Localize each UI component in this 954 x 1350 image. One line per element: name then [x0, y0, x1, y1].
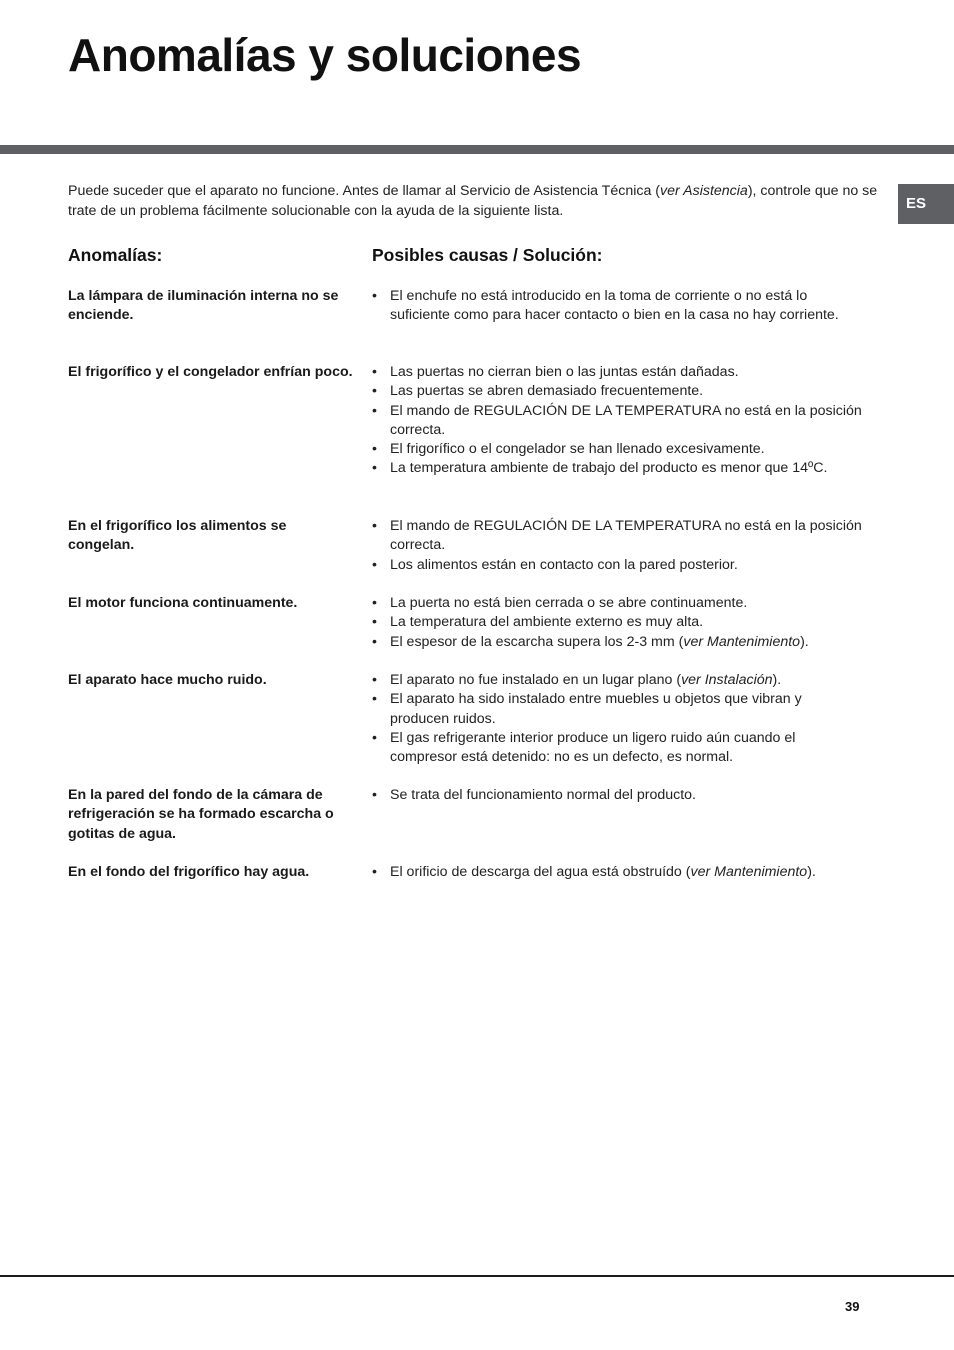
bullet-icon: • — [372, 441, 377, 458]
cause-text-end: ). — [807, 864, 816, 880]
causes-column-header: Posibles causas / Solución: — [372, 245, 603, 265]
causes-list — [372, 671, 862, 767]
intro-reference: ver Asistencia — [660, 183, 748, 199]
list-item — [372, 556, 862, 575]
bullet-icon: • — [372, 672, 377, 688]
cause-text: El orificio de descarga del agua está obstruído ( — [390, 864, 691, 880]
list-item — [372, 517, 862, 556]
list-item — [372, 690, 862, 729]
page-title: Anomalías y soluciones — [68, 29, 582, 81]
bullet-icon: • — [372, 787, 377, 803]
bullet-icon: • — [372, 864, 377, 880]
bullet-icon: • — [372, 691, 377, 708]
intro-paragraph — [68, 181, 880, 221]
list-item — [372, 459, 862, 478]
list-item — [372, 613, 862, 632]
cause-text: La temperatura del ambiente externo es muy alta. — [390, 614, 704, 631]
list-item — [372, 402, 862, 441]
problems-column-header: Anomalías: — [68, 245, 163, 265]
cause-reference: ver Mantenimiento — [690, 864, 808, 880]
cause-reference: ver Mantenimiento — [683, 633, 801, 650]
cause-text: Los alimentos están en contacto con la pared posterior. — [390, 556, 738, 573]
bullet-icon: • — [372, 633, 377, 650]
list-item — [372, 382, 862, 401]
cause-text: El espesor de la escarcha supera los 2-3 mm ( — [390, 633, 684, 650]
cause-text: El mando de REGULACIÓN DE LA TEMPERATURA no está en la posición correcta. — [390, 402, 862, 438]
problem-label: El frigorífico y el congelador enfrían poco. — [68, 364, 353, 380]
cause-text: La temperatura ambiente de trabajo del producto es menor que 14ºC. — [390, 460, 828, 477]
problem-label: En la pared del fondo de la cámara de refrigeración se ha formado escarcha o gotitas de agua. — [68, 787, 334, 842]
problem-label: En el frigorífico los alimentos se congelan. — [68, 518, 287, 554]
list-item — [372, 786, 862, 805]
cause-text: El enchufe no está introducido en la toma de corriente o no está lo suficiente como para hacer contacto o bien en la casa no hay corriente. — [390, 288, 839, 324]
cause-text: La puerta no está bien cerrada o se abre continuamente. — [390, 595, 748, 611]
causes-list — [372, 863, 862, 882]
bullet-icon: • — [372, 364, 377, 380]
bullet-icon: • — [372, 556, 377, 573]
list-item — [372, 633, 862, 652]
problem-label: La lámpara de iluminación interna no se enciende. — [68, 288, 339, 324]
bullet-icon: • — [372, 383, 377, 400]
footer-divider — [0, 1275, 954, 1277]
bullet-icon: • — [372, 729, 377, 746]
intro-text-start: Puede suceder que el aparato no funcione. Antes de llamar al Servicio de Asistencia Técnica ( — [68, 183, 661, 199]
bullet-icon: • — [372, 288, 377, 304]
list-item — [372, 287, 862, 326]
page-number: 39 — [845, 1299, 860, 1314]
cause-text: Se trata del funcionamiento normal del producto. — [390, 787, 697, 803]
causes-list — [372, 517, 862, 575]
list-item — [372, 363, 862, 382]
causes-list — [372, 594, 862, 652]
list-item — [372, 440, 862, 459]
list-item — [372, 729, 862, 768]
cause-text: El aparato no fue instalado en un lugar plano ( — [390, 672, 682, 688]
bullet-icon: • — [372, 402, 377, 419]
bullet-icon: • — [372, 518, 377, 534]
cause-text: Las puertas no cierran bien o las juntas están dañadas. — [390, 364, 739, 380]
header-divider — [0, 145, 954, 154]
causes-list — [372, 786, 862, 805]
list-item — [372, 863, 862, 882]
list-item — [372, 671, 862, 690]
cause-text: El mando de REGULACIÓN DE LA TEMPERATURA no está en la posición correcta. — [390, 518, 862, 554]
list-item — [372, 594, 862, 613]
causes-list — [372, 363, 862, 479]
cause-text: El gas refrigerante interior produce un ligero ruido aún cuando el compresor está detenido: no es un defecto, es normal. — [390, 729, 796, 766]
problem-label: El motor funciona continuamente. — [68, 595, 298, 611]
bullet-icon: • — [372, 595, 377, 611]
cause-text: El frigorífico o el congelador se han llenado excesivamente. — [390, 441, 765, 458]
cause-text: El aparato ha sido instalado entre muebles u objetos que vibran y producen ruidos. — [390, 691, 802, 727]
problem-label: El aparato hace mucho ruido. — [68, 672, 267, 688]
bullet-icon: • — [372, 460, 377, 477]
cause-text-end: ). — [772, 672, 782, 688]
cause-text-end: ). — [800, 633, 809, 650]
causes-list — [372, 287, 862, 326]
cause-text: Las puertas se abren demasiado frecuentemente. — [390, 383, 704, 400]
bullet-icon: • — [372, 614, 377, 631]
cause-reference: ver Instalación — [681, 672, 773, 688]
language-tab: ES — [898, 184, 954, 224]
problem-label: En el fondo del frigorífico hay agua. — [68, 864, 310, 880]
intro-text-end: ), controle que no se trate de un problema fácilmente solucionable con la ayuda de la siguiente lista. — [68, 183, 878, 219]
